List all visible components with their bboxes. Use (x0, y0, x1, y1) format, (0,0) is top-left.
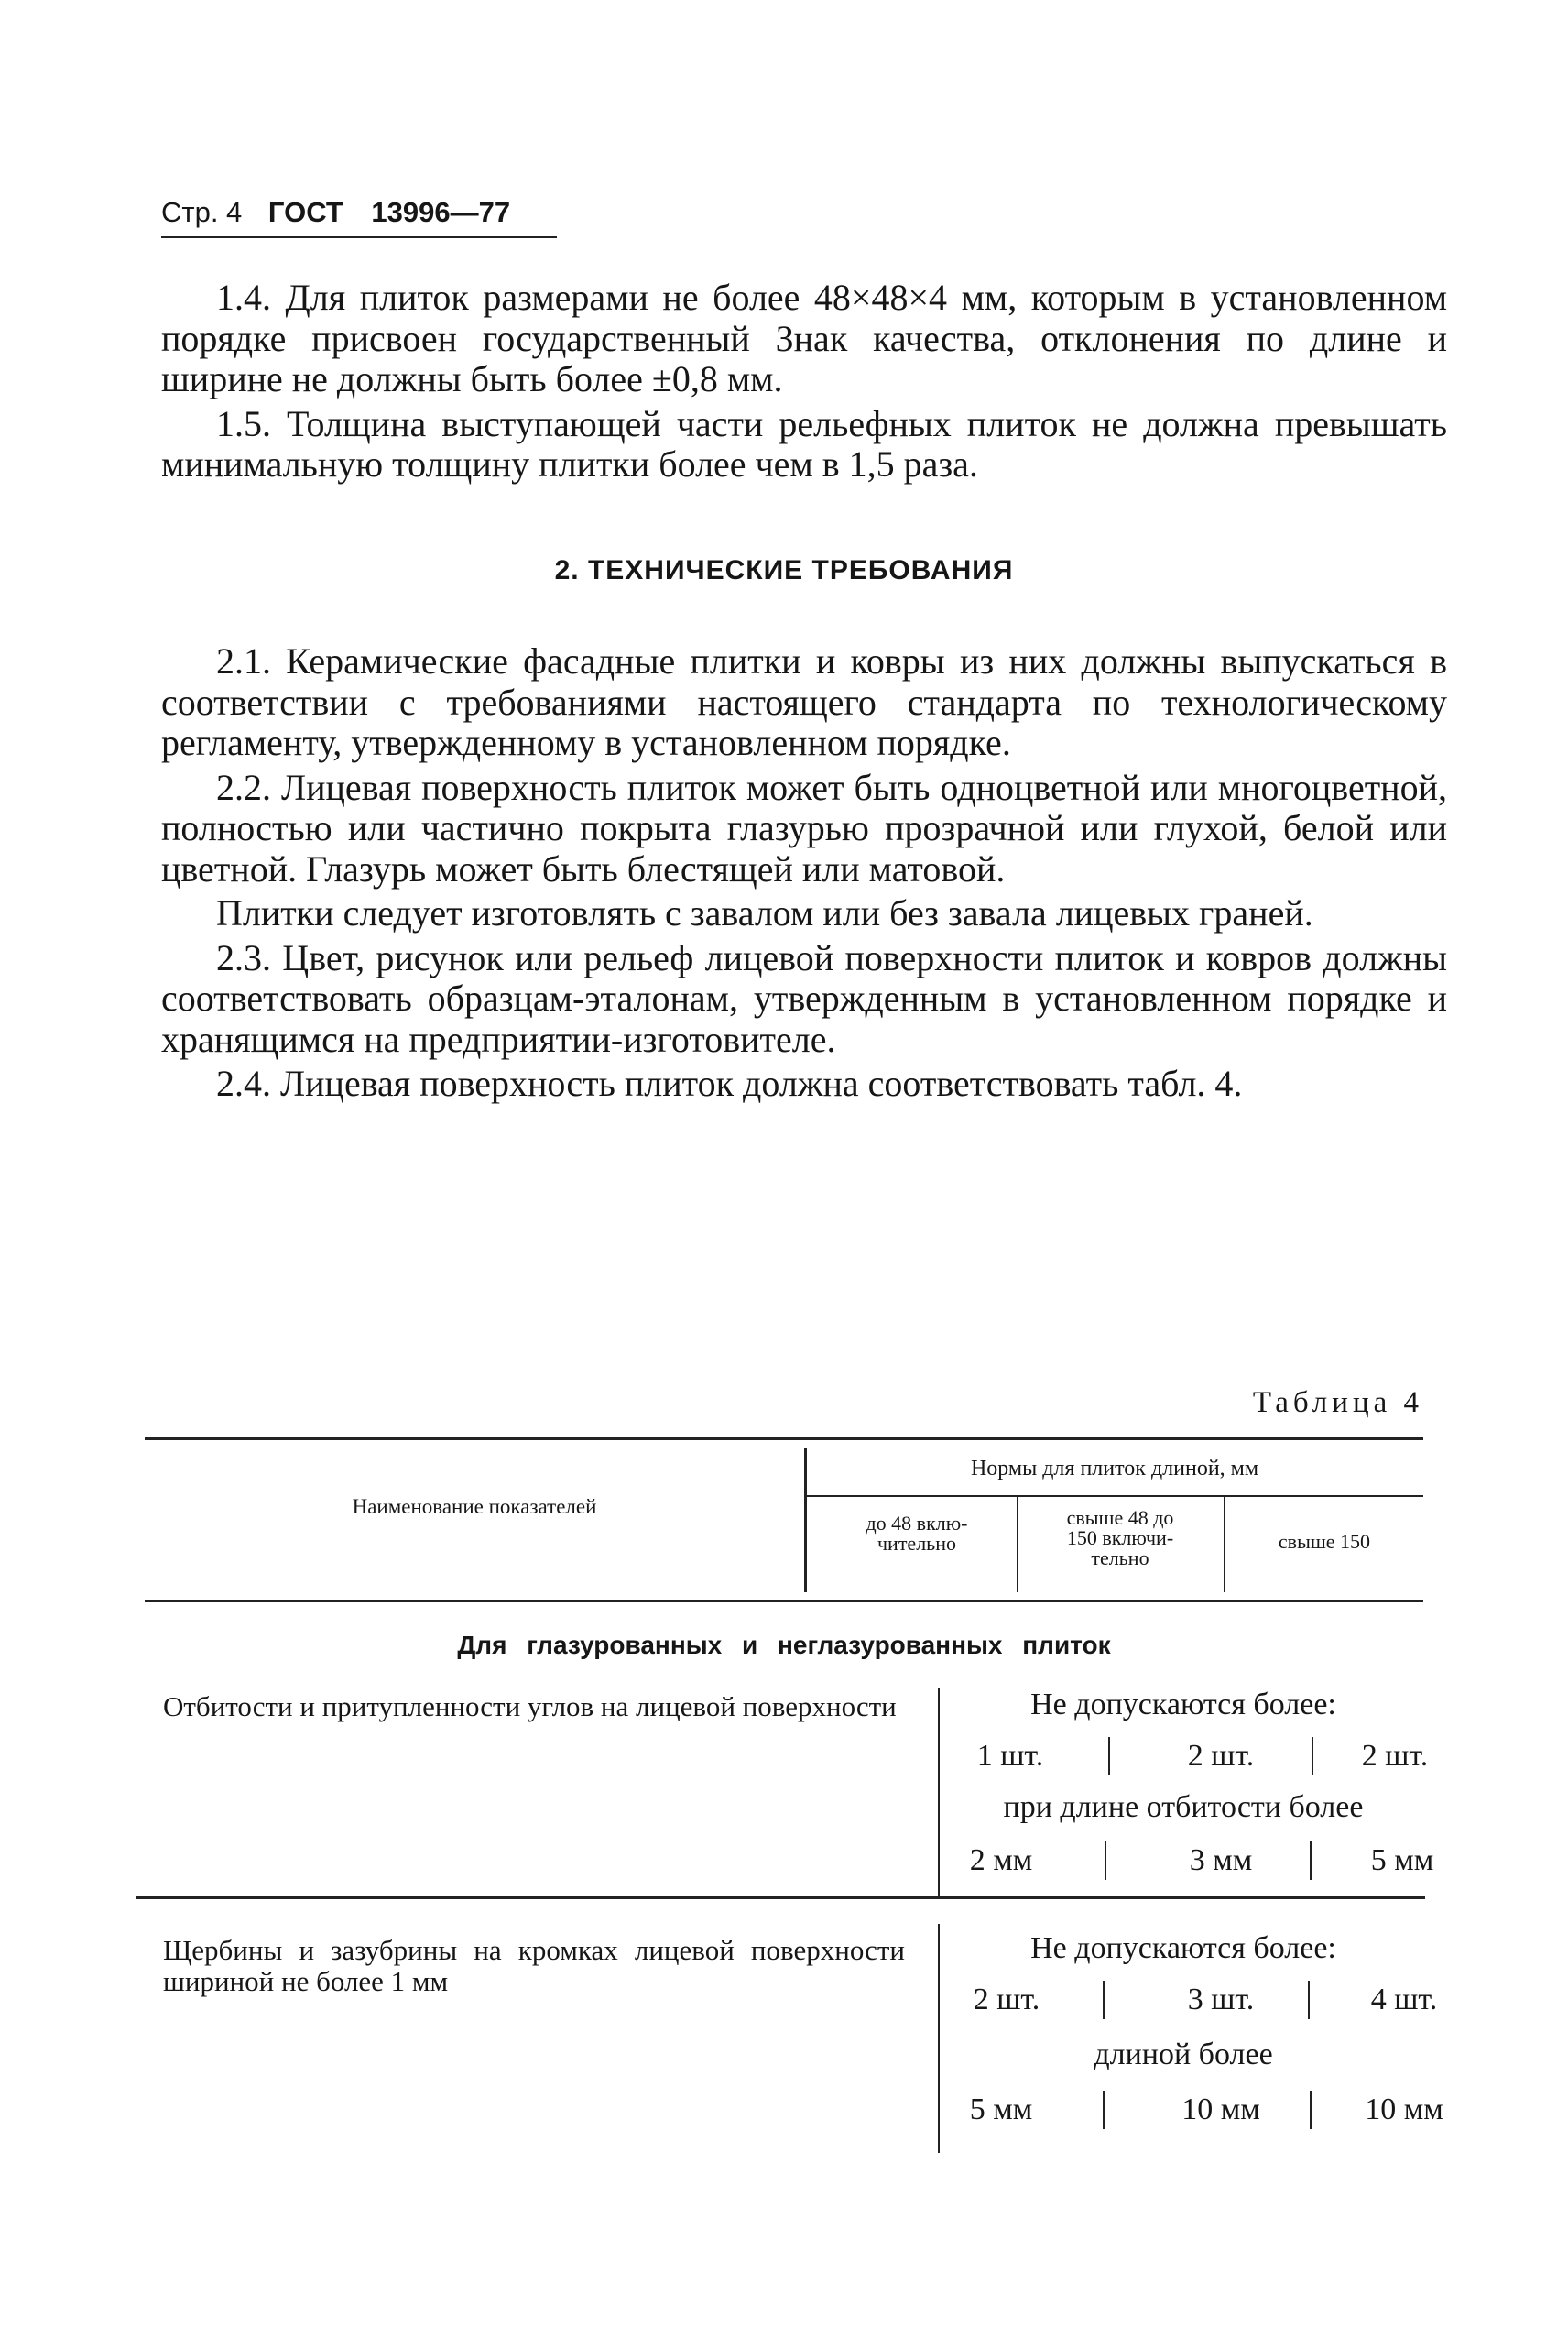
value-separator (1108, 1737, 1110, 1775)
length-cell: 3 мм (1189, 1843, 1253, 1877)
table-row (136, 1924, 1443, 2153)
value-separator (1103, 1981, 1105, 2019)
length-cell: 5 мм (969, 2092, 1033, 2126)
row-norm-text: длиной более (1094, 2037, 1273, 2071)
table-header (145, 1437, 1423, 1602)
length-cell: 10 мм (1365, 2092, 1443, 2126)
paragraph-2-2-cont: Плитки следует изготовлять с завалом или без завала лицевых граней. (216, 892, 1313, 934)
value-separator (1310, 2091, 1312, 2129)
paragraph-2-4: 2.4. Лицевая поверхность плиток должна соответствовать табл. 4. (216, 1063, 1243, 1104)
subheader-up-to-48: до 48 вклю- чительно (866, 1512, 968, 1555)
section-heading: 2. ТЕХНИЧЕСКИЕ ТРЕБОВАНИЯ (554, 555, 1014, 585)
table-group-title: Для глазурованных и неглазурованных плиток (457, 1631, 1111, 1659)
norms-divider (806, 1495, 1423, 1497)
count-cell: 4 шт. (1370, 1983, 1438, 2016)
subheader-48-to-150: свыше 48 до 150 включи- тельно (1066, 1506, 1174, 1569)
row-norm-text: Не допускаются более: (1030, 1688, 1336, 1721)
row-norm-text: Не допускаются более: (1030, 1931, 1336, 1965)
paragraph-1-4: 1.4. Для плиток размерами не более 48×48×4 мм, которым в установленном порядке присвоен государственный Знак качества, отклонения по длине и ширине не должны быть более ±0,8 мм. (161, 277, 1447, 399)
count-cell: 2 шт. (973, 1983, 1040, 2016)
standard-number: 13996—77 (371, 196, 511, 228)
norms-header: Нормы для плиток длиной, мм (970, 1457, 1259, 1480)
row-label: Щербины и зазубрины на кромках лицевой поверхности шириной не более 1 мм (163, 1934, 905, 1997)
paragraph-2-1: 2.1. Керамические фасадные плитки и ковры из них должны выпускаться в соответствии с требованиями настоящего стандарта по технологическому регламенту, утвержденному в установленном порядке. (161, 640, 1447, 763)
value-separator (1310, 1841, 1312, 1880)
table-caption: Таблица 4 (1252, 1386, 1423, 1419)
value-separator (1308, 1981, 1310, 2019)
value-separator (1105, 1841, 1106, 1880)
subheader-divider (1017, 1497, 1018, 1592)
row-label: Отбитости и притупленности углов на лицевой поверхности (163, 1690, 897, 1722)
count-cell: 3 шт. (1187, 1983, 1255, 2016)
paragraph-1-5: 1.5. Толщина выступающей части рельефных плиток не должна превышать минимальную толщину плитки более чем в 1,5 раза. (161, 402, 1447, 485)
page-number: Стр. 4 (161, 196, 243, 228)
length-cell: 5 мм (1370, 1843, 1434, 1877)
count-cell: 2 шт. (1361, 1739, 1429, 1773)
page-header (161, 196, 557, 238)
column-name-header: Наименование показателей (352, 1495, 597, 1518)
paragraph-2-2: 2.2. Лицевая поверхность плиток может быть одноцветной или многоцветной, полностью или частично покрыта глазурью прозрачной или глухой, белой или цветной. Глазурь может быть блестящей или матовой. (161, 766, 1447, 890)
value-separator (1103, 2091, 1105, 2129)
standard-name: ГОСТ (267, 196, 343, 228)
section-2 (161, 641, 1447, 1105)
table-row (136, 1688, 1434, 1899)
length-cell: 10 мм (1181, 2092, 1260, 2126)
length-cell: 2 мм (969, 1843, 1033, 1877)
value-separator (1312, 1737, 1313, 1775)
count-cell: 2 шт. (1187, 1739, 1255, 1773)
row-norm-text: при длине отбитости более (1003, 1790, 1364, 1824)
subheader-over-150: свыше 150 (1278, 1530, 1371, 1553)
paragraph-2-3: 2.3. Цвет, рисунок или рельеф лицевой поверхности плиток и ковров должны соответствовать образцам-эталонам, утвержденным в установленном порядке и хранящимся на предприятии-изготовителе. (161, 936, 1447, 1060)
section-1 (161, 278, 1447, 486)
count-cell: 1 шт. (976, 1739, 1044, 1773)
